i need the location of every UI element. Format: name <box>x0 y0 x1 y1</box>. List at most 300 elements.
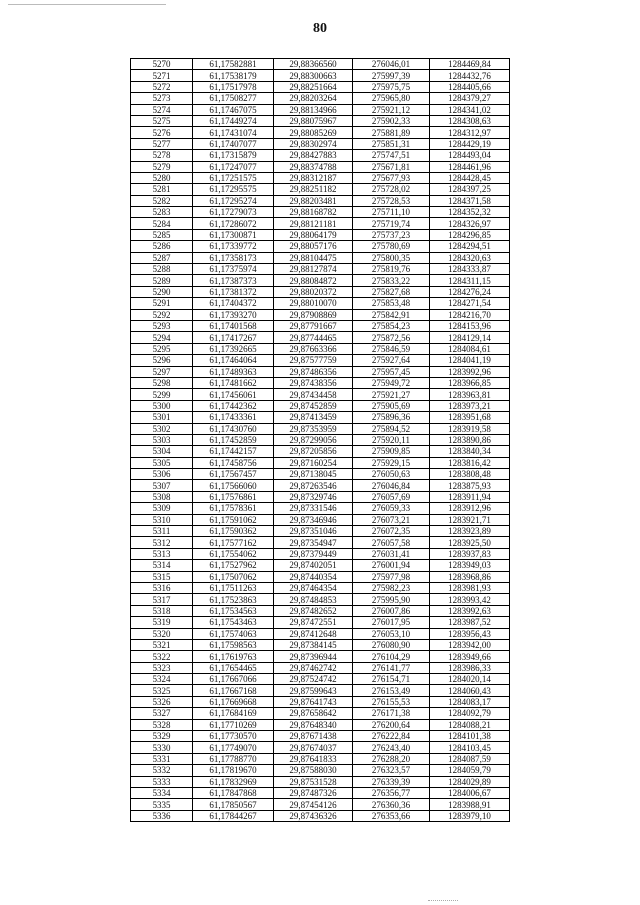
y-coordinate-cell: 1283923,89 <box>430 526 510 537</box>
x-coordinate-cell: 275747,51 <box>353 150 430 161</box>
latitude-cell: 61,17489363 <box>193 366 274 377</box>
table-row <box>131 127 510 138</box>
x-coordinate-cell: 276200,64 <box>353 719 430 730</box>
longitude-cell: 29,88010070 <box>274 298 353 309</box>
table-row <box>131 788 510 799</box>
y-coordinate-cell: 1284059,79 <box>430 765 510 776</box>
x-coordinate-cell: 275719,74 <box>353 218 430 229</box>
longitude-cell: 29,87484853 <box>274 594 353 605</box>
table-row <box>131 264 510 275</box>
table-row <box>131 195 510 206</box>
table-row <box>131 138 510 149</box>
y-coordinate-cell: 1284312,97 <box>430 127 510 138</box>
point-number-cell: 5317 <box>131 594 193 605</box>
latitude-cell: 61,17458756 <box>193 457 274 468</box>
longitude-cell: 29,87329746 <box>274 491 353 502</box>
latitude-cell: 61,17300871 <box>193 229 274 240</box>
latitude-cell: 61,17433361 <box>193 412 274 423</box>
y-coordinate-cell: 1284308,63 <box>430 115 510 126</box>
latitude-cell: 61,17339772 <box>193 241 274 252</box>
point-number-cell: 5314 <box>131 560 193 571</box>
table-row <box>131 662 510 673</box>
longitude-cell: 29,87331546 <box>274 503 353 514</box>
longitude-cell: 29,88085269 <box>274 127 353 138</box>
y-coordinate-cell: 1284084,61 <box>430 343 510 354</box>
longitude-cell: 29,87440354 <box>274 571 353 582</box>
y-coordinate-cell: 1284371,58 <box>430 195 510 206</box>
latitude-cell: 61,17358173 <box>193 252 274 263</box>
latitude-cell: 61,17847868 <box>193 788 274 799</box>
longitude-cell: 29,88084872 <box>274 275 353 286</box>
y-coordinate-cell: 1283840,34 <box>430 446 510 457</box>
y-coordinate-cell: 1283890,86 <box>430 434 510 445</box>
x-coordinate-cell: 276031,41 <box>353 548 430 559</box>
longitude-cell: 29,87160254 <box>274 457 353 468</box>
longitude-cell: 29,87354947 <box>274 537 353 548</box>
table-row <box>131 355 510 366</box>
y-coordinate-cell: 1284294,51 <box>430 241 510 252</box>
latitude-cell: 61,17619763 <box>193 651 274 662</box>
point-number-cell: 5296 <box>131 355 193 366</box>
longitude-cell: 29,88064179 <box>274 229 353 240</box>
point-number-cell: 5306 <box>131 469 193 480</box>
x-coordinate-cell: 275833,22 <box>353 275 430 286</box>
x-coordinate-cell: 276046,84 <box>353 480 430 491</box>
longitude-cell: 29,87641743 <box>274 696 353 707</box>
y-coordinate-cell: 1284341,02 <box>430 104 510 115</box>
point-number-cell: 5291 <box>131 298 193 309</box>
point-number-cell: 5284 <box>131 218 193 229</box>
x-coordinate-cell: 276080,90 <box>353 639 430 650</box>
y-coordinate-cell: 1283937,83 <box>430 548 510 559</box>
table-row <box>131 696 510 707</box>
latitude-cell: 61,17578361 <box>193 503 274 514</box>
point-number-cell: 5324 <box>131 674 193 685</box>
x-coordinate-cell: 275728,53 <box>353 195 430 206</box>
point-number-cell: 5273 <box>131 93 193 104</box>
point-number-cell: 5300 <box>131 400 193 411</box>
y-coordinate-cell: 1284276,24 <box>430 286 510 297</box>
point-number-cell: 5327 <box>131 708 193 719</box>
longitude-cell: 29,87641833 <box>274 753 353 764</box>
x-coordinate-cell: 276017,95 <box>353 617 430 628</box>
table-row <box>131 412 510 423</box>
longitude-cell: 29,87396944 <box>274 651 353 662</box>
x-coordinate-cell: 276353,66 <box>353 810 430 821</box>
x-coordinate-cell: 275929,15 <box>353 457 430 468</box>
point-number-cell: 5280 <box>131 172 193 183</box>
longitude-cell: 29,87658642 <box>274 708 353 719</box>
latitude-cell: 61,17574063 <box>193 628 274 639</box>
bottom-scan-mark <box>428 900 458 901</box>
y-coordinate-cell: 1283921,71 <box>430 514 510 525</box>
longitude-cell: 29,87452859 <box>274 400 353 411</box>
table-row <box>131 93 510 104</box>
y-coordinate-cell: 1283986,33 <box>430 662 510 673</box>
longitude-cell: 29,87438356 <box>274 377 353 388</box>
latitude-cell: 61,17598563 <box>193 639 274 650</box>
table-row <box>131 218 510 229</box>
point-number-cell: 5279 <box>131 161 193 172</box>
point-number-cell: 5336 <box>131 810 193 821</box>
latitude-cell: 61,17749070 <box>193 742 274 753</box>
x-coordinate-cell: 276360,36 <box>353 799 430 810</box>
y-coordinate-cell: 1284397,25 <box>430 184 510 195</box>
latitude-cell: 61,17538179 <box>193 70 274 81</box>
x-coordinate-cell: 276001,94 <box>353 560 430 571</box>
x-coordinate-cell: 275881,89 <box>353 127 430 138</box>
point-number-cell: 5328 <box>131 719 193 730</box>
latitude-cell: 61,17449274 <box>193 115 274 126</box>
table-row <box>131 560 510 571</box>
longitude-cell: 29,87648340 <box>274 719 353 730</box>
table-row <box>131 537 510 548</box>
x-coordinate-cell: 275851,31 <box>353 138 430 149</box>
latitude-cell: 61,17730570 <box>193 731 274 742</box>
y-coordinate-cell: 1283981,93 <box>430 582 510 593</box>
y-coordinate-cell: 1284083,17 <box>430 696 510 707</box>
x-coordinate-cell: 276072,35 <box>353 526 430 537</box>
longitude-cell: 29,88300663 <box>274 70 353 81</box>
y-coordinate-cell: 1284352,32 <box>430 207 510 218</box>
x-coordinate-cell: 275854,23 <box>353 320 430 331</box>
y-coordinate-cell: 1284153,96 <box>430 320 510 331</box>
table-row <box>131 548 510 559</box>
latitude-cell: 61,17279073 <box>193 207 274 218</box>
x-coordinate-cell: 276046,01 <box>353 59 430 70</box>
point-number-cell: 5282 <box>131 195 193 206</box>
x-coordinate-cell: 275920,11 <box>353 434 430 445</box>
y-coordinate-cell: 1284493,04 <box>430 150 510 161</box>
table-row <box>131 400 510 411</box>
point-number-cell: 5309 <box>131 503 193 514</box>
x-coordinate-cell: 276104,29 <box>353 651 430 662</box>
x-coordinate-cell: 275894,52 <box>353 423 430 434</box>
table-row <box>131 252 510 263</box>
latitude-cell: 61,17247077 <box>193 161 274 172</box>
latitude-cell: 61,17788770 <box>193 753 274 764</box>
latitude-cell: 61,17392665 <box>193 343 274 354</box>
y-coordinate-cell: 1284060,43 <box>430 685 510 696</box>
point-number-cell: 5326 <box>131 696 193 707</box>
point-number-cell: 5274 <box>131 104 193 115</box>
y-coordinate-cell: 1284020,14 <box>430 674 510 685</box>
longitude-cell: 29,87744465 <box>274 332 353 343</box>
table-row <box>131 685 510 696</box>
longitude-cell: 29,87671438 <box>274 731 353 742</box>
coordinates-table <box>130 58 510 822</box>
y-coordinate-cell: 1283919,58 <box>430 423 510 434</box>
x-coordinate-cell: 275921,27 <box>353 389 430 400</box>
longitude-cell: 29,87353959 <box>274 423 353 434</box>
x-coordinate-cell: 276050,63 <box>353 469 430 480</box>
point-number-cell: 5311 <box>131 526 193 537</box>
table-row <box>131 469 510 480</box>
latitude-cell: 61,17467075 <box>193 104 274 115</box>
longitude-cell: 29,87487326 <box>274 788 353 799</box>
point-number-cell: 5330 <box>131 742 193 753</box>
longitude-cell: 29,87791667 <box>274 320 353 331</box>
latitude-cell: 61,17507062 <box>193 571 274 582</box>
point-number-cell: 5295 <box>131 343 193 354</box>
x-coordinate-cell: 275997,39 <box>353 70 430 81</box>
table-row <box>131 104 510 115</box>
y-coordinate-cell: 1284428,45 <box>430 172 510 183</box>
latitude-cell: 61,17684169 <box>193 708 274 719</box>
longitude-cell: 29,87436326 <box>274 810 353 821</box>
longitude-cell: 29,87482652 <box>274 605 353 616</box>
x-coordinate-cell: 275902,33 <box>353 115 430 126</box>
point-number-cell: 5305 <box>131 457 193 468</box>
y-coordinate-cell: 1283875,93 <box>430 480 510 491</box>
table-row <box>131 719 510 730</box>
longitude-cell: 29,88374788 <box>274 161 353 172</box>
latitude-cell: 61,17381372 <box>193 286 274 297</box>
table-row <box>131 582 510 593</box>
point-number-cell: 5323 <box>131 662 193 673</box>
x-coordinate-cell: 276057,69 <box>353 491 430 502</box>
point-number-cell: 5321 <box>131 639 193 650</box>
longitude-cell: 29,87413459 <box>274 412 353 423</box>
x-coordinate-cell: 275905,69 <box>353 400 430 411</box>
x-coordinate-cell: 275842,91 <box>353 309 430 320</box>
x-coordinate-cell: 275921,12 <box>353 104 430 115</box>
latitude-cell: 61,17511263 <box>193 582 274 593</box>
x-coordinate-cell: 276356,77 <box>353 788 430 799</box>
y-coordinate-cell: 1283968,86 <box>430 571 510 582</box>
table-row <box>131 172 510 183</box>
y-coordinate-cell: 1283988,91 <box>430 799 510 810</box>
longitude-cell: 29,87412648 <box>274 628 353 639</box>
x-coordinate-cell: 275927,64 <box>353 355 430 366</box>
table-row <box>131 423 510 434</box>
longitude-cell: 29,88251182 <box>274 184 353 195</box>
y-coordinate-cell: 1283956,43 <box>430 628 510 639</box>
point-number-cell: 5335 <box>131 799 193 810</box>
longitude-cell: 29,88251664 <box>274 81 353 92</box>
longitude-cell: 29,87486356 <box>274 366 353 377</box>
x-coordinate-cell: 275896,36 <box>353 412 430 423</box>
table-row <box>131 59 510 70</box>
table-row <box>131 81 510 92</box>
point-number-cell: 5277 <box>131 138 193 149</box>
y-coordinate-cell: 1283816,42 <box>430 457 510 468</box>
latitude-cell: 61,17591062 <box>193 514 274 525</box>
x-coordinate-cell: 275780,69 <box>353 241 430 252</box>
x-coordinate-cell: 275949,72 <box>353 377 430 388</box>
table-row <box>131 514 510 525</box>
longitude-cell: 29,88127874 <box>274 264 353 275</box>
point-number-cell: 5287 <box>131 252 193 263</box>
x-coordinate-cell: 275737,23 <box>353 229 430 240</box>
longitude-cell: 29,88312187 <box>274 172 353 183</box>
y-coordinate-cell: 1284041,19 <box>430 355 510 366</box>
x-coordinate-cell: 275671,81 <box>353 161 430 172</box>
x-coordinate-cell: 276053,10 <box>353 628 430 639</box>
y-coordinate-cell: 1283966,85 <box>430 377 510 388</box>
longitude-cell: 29,87908869 <box>274 309 353 320</box>
table-row <box>131 810 510 821</box>
longitude-cell: 29,88168782 <box>274 207 353 218</box>
y-coordinate-cell: 1283979,10 <box>430 810 510 821</box>
longitude-cell: 29,87346946 <box>274 514 353 525</box>
page-number: 80 <box>313 21 327 36</box>
point-number-cell: 5272 <box>131 81 193 92</box>
table-row <box>131 161 510 172</box>
y-coordinate-cell: 1284432,76 <box>430 70 510 81</box>
point-number-cell: 5322 <box>131 651 193 662</box>
latitude-cell: 61,17442157 <box>193 446 274 457</box>
table-row <box>131 639 510 650</box>
latitude-cell: 61,17295274 <box>193 195 274 206</box>
table-row <box>131 776 510 787</box>
x-coordinate-cell: 275982,23 <box>353 582 430 593</box>
table-row <box>131 298 510 309</box>
latitude-cell: 61,17393270 <box>193 309 274 320</box>
latitude-cell: 61,17654465 <box>193 662 274 673</box>
y-coordinate-cell: 1283992,63 <box>430 605 510 616</box>
latitude-cell: 61,17387373 <box>193 275 274 286</box>
longitude-cell: 29,87434458 <box>274 389 353 400</box>
point-number-cell: 5271 <box>131 70 193 81</box>
table-row <box>131 184 510 195</box>
longitude-cell: 29,87531528 <box>274 776 353 787</box>
longitude-cell: 29,88104475 <box>274 252 353 263</box>
x-coordinate-cell: 275819,76 <box>353 264 430 275</box>
y-coordinate-cell: 1284469,84 <box>430 59 510 70</box>
y-coordinate-cell: 1284311,15 <box>430 275 510 286</box>
table-row <box>131 434 510 445</box>
x-coordinate-cell: 275977,98 <box>353 571 430 582</box>
longitude-cell: 29,88302974 <box>274 138 353 149</box>
table-row <box>131 286 510 297</box>
table-row <box>131 320 510 331</box>
table-row <box>131 480 510 491</box>
point-number-cell: 5332 <box>131 765 193 776</box>
point-number-cell: 5310 <box>131 514 193 525</box>
point-number-cell: 5278 <box>131 150 193 161</box>
latitude-cell: 61,17710269 <box>193 719 274 730</box>
latitude-cell: 61,17404372 <box>193 298 274 309</box>
table-row <box>131 343 510 354</box>
latitude-cell: 61,17832969 <box>193 776 274 787</box>
table-row <box>131 491 510 502</box>
x-coordinate-cell: 276323,57 <box>353 765 430 776</box>
table-row <box>131 207 510 218</box>
table-row <box>131 799 510 810</box>
longitude-cell: 29,88203481 <box>274 195 353 206</box>
latitude-cell: 61,17590362 <box>193 526 274 537</box>
latitude-cell: 61,17375974 <box>193 264 274 275</box>
x-coordinate-cell: 276154,71 <box>353 674 430 685</box>
point-number-cell: 5270 <box>131 59 193 70</box>
latitude-cell: 61,17543463 <box>193 617 274 628</box>
longitude-cell: 29,87588030 <box>274 765 353 776</box>
table-row <box>131 708 510 719</box>
point-number-cell: 5294 <box>131 332 193 343</box>
point-number-cell: 5292 <box>131 309 193 320</box>
y-coordinate-cell: 1283949,03 <box>430 560 510 571</box>
table-row <box>131 446 510 457</box>
point-number-cell: 5307 <box>131 480 193 491</box>
x-coordinate-cell: 276059,33 <box>353 503 430 514</box>
latitude-cell: 61,17442362 <box>193 400 274 411</box>
table-row <box>131 617 510 628</box>
y-coordinate-cell: 1283925,50 <box>430 537 510 548</box>
point-number-cell: 5331 <box>131 753 193 764</box>
y-coordinate-cell: 1284101,38 <box>430 731 510 742</box>
table-row <box>131 674 510 685</box>
point-number-cell: 5312 <box>131 537 193 548</box>
longitude-cell: 29,87402051 <box>274 560 353 571</box>
x-coordinate-cell: 275827,68 <box>353 286 430 297</box>
x-coordinate-cell: 275957,45 <box>353 366 430 377</box>
latitude-cell: 61,17577162 <box>193 537 274 548</box>
latitude-cell: 61,17517978 <box>193 81 274 92</box>
x-coordinate-cell: 276141,77 <box>353 662 430 673</box>
x-coordinate-cell: 275846,59 <box>353 343 430 354</box>
longitude-cell: 29,88134966 <box>274 104 353 115</box>
table-row <box>131 571 510 582</box>
y-coordinate-cell: 1284129,14 <box>430 332 510 343</box>
x-coordinate-cell: 275975,75 <box>353 81 430 92</box>
x-coordinate-cell: 275677,93 <box>353 172 430 183</box>
longitude-cell: 29,87524742 <box>274 674 353 685</box>
latitude-cell: 61,17667066 <box>193 674 274 685</box>
y-coordinate-cell: 1284006,67 <box>430 788 510 799</box>
longitude-cell: 29,87663366 <box>274 343 353 354</box>
table-row <box>131 742 510 753</box>
table-row <box>131 115 510 126</box>
longitude-cell: 29,87472551 <box>274 617 353 628</box>
longitude-cell: 29,87599643 <box>274 685 353 696</box>
latitude-cell: 61,17407077 <box>193 138 274 149</box>
table-row <box>131 70 510 81</box>
point-number-cell: 5286 <box>131 241 193 252</box>
longitude-cell: 29,88366560 <box>274 59 353 70</box>
longitude-cell: 29,88203264 <box>274 93 353 104</box>
point-number-cell: 5299 <box>131 389 193 400</box>
longitude-cell: 29,88427883 <box>274 150 353 161</box>
x-coordinate-cell: 276155,53 <box>353 696 430 707</box>
y-coordinate-cell: 1283993,42 <box>430 594 510 605</box>
table-row <box>131 241 510 252</box>
longitude-cell: 29,87205856 <box>274 446 353 457</box>
longitude-cell: 29,87379449 <box>274 548 353 559</box>
latitude-cell: 61,17819670 <box>193 765 274 776</box>
table-row <box>131 150 510 161</box>
x-coordinate-cell: 275965,80 <box>353 93 430 104</box>
y-coordinate-cell: 1283963,81 <box>430 389 510 400</box>
y-coordinate-cell: 1283949,66 <box>430 651 510 662</box>
x-coordinate-cell: 275711,10 <box>353 207 430 218</box>
point-number-cell: 5315 <box>131 571 193 582</box>
point-number-cell: 5301 <box>131 412 193 423</box>
y-coordinate-cell: 1284405,66 <box>430 81 510 92</box>
y-coordinate-cell: 1284088,21 <box>430 719 510 730</box>
longitude-cell: 29,87674037 <box>274 742 353 753</box>
latitude-cell: 61,17417267 <box>193 332 274 343</box>
y-coordinate-cell: 1283911,94 <box>430 491 510 502</box>
x-coordinate-cell: 276007,86 <box>353 605 430 616</box>
y-coordinate-cell: 1283992,96 <box>430 366 510 377</box>
point-number-cell: 5320 <box>131 628 193 639</box>
latitude-cell: 61,17534563 <box>193 605 274 616</box>
y-coordinate-cell: 1284326,97 <box>430 218 510 229</box>
y-coordinate-cell: 1284320,63 <box>430 252 510 263</box>
latitude-cell: 61,17567457 <box>193 469 274 480</box>
latitude-cell: 61,17456061 <box>193 389 274 400</box>
